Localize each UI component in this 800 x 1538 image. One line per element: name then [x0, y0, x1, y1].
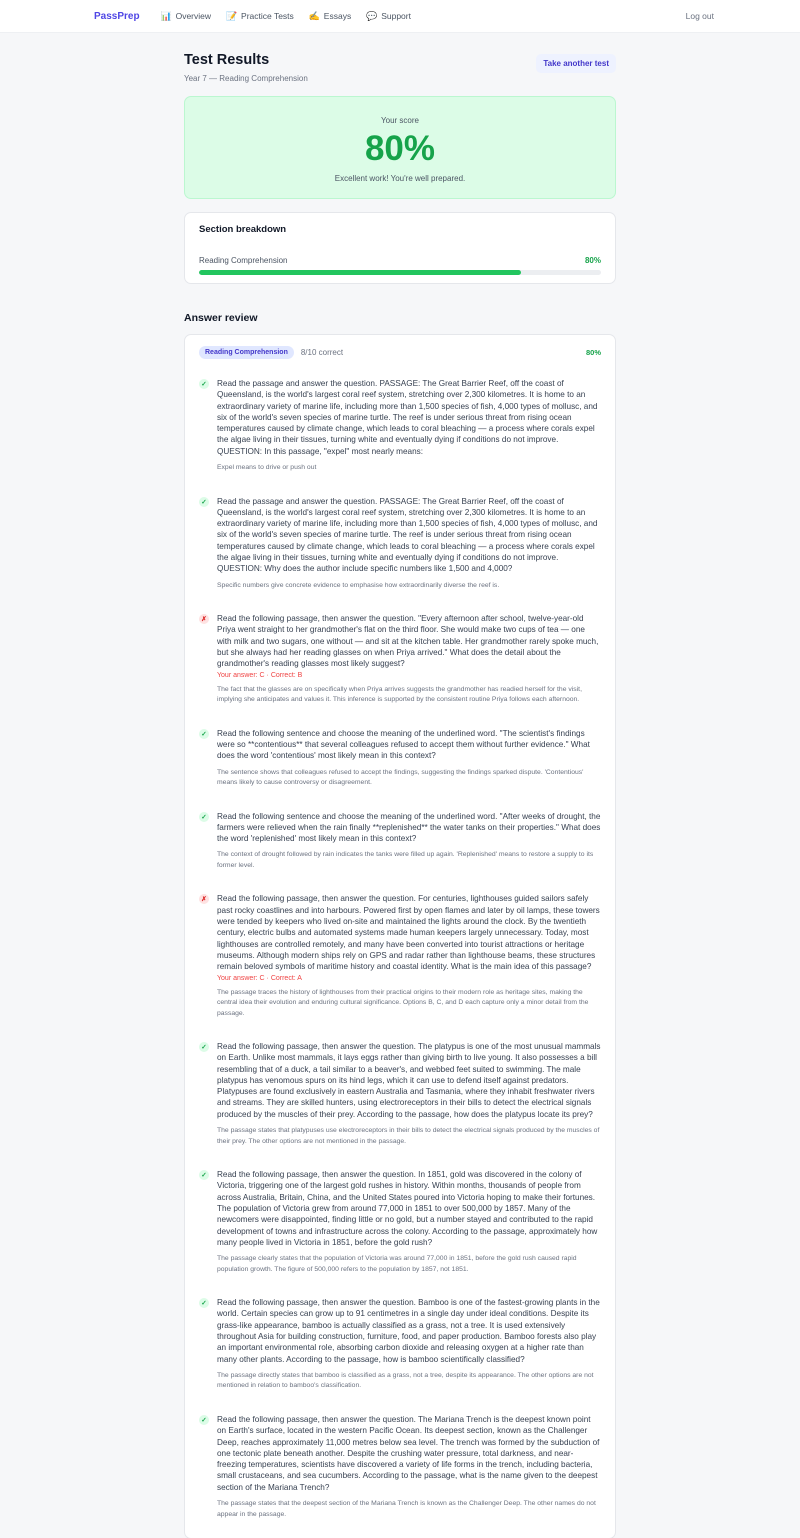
question-text: Read the passage and answer the question. PASSAGE: The Great Barrier Reef, off the coast of Queensland, is the world's largest coral reef system, stretching over 2,300 kilometres. It is home to an extraordinary variety of marine life, including more than 1,500 species of fish, 4,000 types of mollusc, and six of the world's seven species of marine turtle. The reef is under serious threat from rising ocean temperatures caused by climate change, which leads to coral bleaching — a process where corals expel the algae living in their tissues, turning white and eventually dying if conditions do not improve. QUESTION: Why does the author include specific numbers like 1,500 and 4,000? [217, 496, 598, 574]
nav-item-label: Practice Tests [241, 11, 294, 21]
question-text: Read the following passage, then answer the question. "Every afternoon after school, twelve-year-old Priya went straight to her grandmother's flat on the third floor. She would make two cups of tea — one with milk and two sugars, one without — and sit at the kitchen table. Her grandmother rarely spoke much, but she always had her reading glasses on when Priya arrived." What does the detail about the grandmother's reading glasses most likely suggest? [217, 614, 599, 669]
breakdown-section-name: Reading Comprehension [199, 256, 288, 265]
check-icon: ✓ [199, 379, 209, 389]
nav-item-label: Essays [323, 11, 352, 21]
explanation-text: Specific numbers give concrete evidence to emphasise how extraordinarily diverse the reef is. [217, 581, 500, 589]
main-content [184, 33, 616, 1538]
question-body [217, 728, 601, 789]
writing-hand-icon: ✍️ [308, 10, 321, 21]
check-icon: ✓ [199, 729, 209, 739]
nav-item-practice-tests[interactable] [226, 11, 294, 22]
question-list [199, 378, 601, 1524]
speech-bubble-icon: 💬 [366, 10, 378, 21]
correct-count: 8/10 correct [300, 347, 344, 357]
nav-item-label: Support [381, 11, 411, 21]
question-body [217, 1414, 601, 1520]
question-text: Read the following passage, then answer the question. The platypus is one of the most unusual mammals on Earth. Unlike most mammals, it lays eggs rather than giving birth to live young. It also possesses a bill resembling that of a duck, a tail similar to a beaver's, and webbed feet suited to swimming. The male platypus has venomous spurs on its hind legs, which it can use to defend itself against predators. Platypuses are found exclusively in eastern Australia and Tasmania, where they inhabit freshwater rivers and streams. They are skilled hunters, using electroreceptors in their bills to detect the electrical signals produced by the muscles of their prey. According to the passage, how does the platypus locate its prey? [217, 1042, 601, 1119]
question-text: Read the following passage, then answer the question. In 1851, gold was discovered in the colony of Victoria, triggering one of the largest gold rushes in history. Within months, thousands of people from across Australia, Britain, China, and the United States poured into Victoria hoping to make their fortunes. The population of Victoria grew from around 77,000 in 1851 to over 500,000 by 1857. Many of the newcomers were disappointed, finding little or no gold, but a number stayed and contributed to the rapid development of towns and infrastructure across the colony. According to the passage, approximately how many people lived in Victoria in 1851, before the gold rush? [217, 1170, 598, 1247]
question-item [199, 613, 601, 709]
score-value: 80% [364, 129, 436, 168]
question-item [199, 1414, 601, 1524]
question-item [199, 728, 601, 793]
question-item [199, 893, 601, 1023]
question-body [217, 496, 601, 592]
question-item [199, 1169, 601, 1279]
nav-item-overview[interactable] [161, 11, 211, 22]
progress-bar-fill [199, 270, 521, 275]
answer-feedback: Your answer: C · Correct: A [217, 974, 302, 982]
check-icon: ✓ [199, 812, 209, 822]
answer-review-title: Answer review [184, 312, 258, 324]
explanation-text: The context of drought followed by rain indicates the tanks were filled up again. 'Replenished' means to restore a supply to its former level. [217, 851, 594, 869]
cross-icon: ✗ [199, 614, 209, 624]
answer-review-card [184, 334, 616, 1538]
explanation-text: The passage directly states that bamboo is classified as a grass, not a tree, despite its appearance. The other options are not mentioned in relation to bamboo's classification. [217, 1371, 594, 1390]
question-text: Read the following passage, then answer the question. The Mariana Trench is the deepest known point on Earth's surface, located in the western Pacific Ocean. Its deepest section, known as the Challenger Deep, reaches approximately 11,000 metres below sea level. The trench was formed by the subduction of one tectonic plate beneath another. Despite the crushing water pressure, total darkness, and near-freezing temperatures, scientists have discovered a variety of life forms in the trench, including bacteria, small crustaceans, and sea cucumbers. According to the passage, what is the name given to the deepest section of the Mariana Trench? [217, 1414, 600, 1492]
logout-link[interactable]: Log out [685, 11, 714, 21]
breakdown-row [199, 256, 601, 265]
explanation-text: The passage states that platypuses use electroreceptors in their bills to detect the electrical signals produced by the muscles of their prey. The other options are not mentioned in the passage. [217, 1127, 600, 1145]
question-text: Read the following passage, then answer the question. For centuries, lighthouses guided sailors safely past rocky coastlines and into harbours. Powered first by open flames and later by oil lamps, these towers were tended by keepers who lived on-site and maintained the lights around the clock. By the twentieth century, electric bulbs and automated systems made human keepers largely unnecessary. Today, most lighthouses are controlled remotely, and many have been converted into tourist attractions or heritage museums. Although modern ships rely on GPS and radar rather than lighthouse beams, these structures remain beloved symbols of maritime history and coastal identity. What is the main idea of this passage? [217, 894, 600, 972]
question-item [199, 496, 601, 596]
check-icon: ✓ [199, 1298, 209, 1308]
question-body [217, 1041, 601, 1147]
section-breakdown-title: Section breakdown [199, 224, 287, 235]
page-title: Test Results [184, 52, 270, 68]
score-label: Your score [381, 116, 419, 125]
question-item [199, 811, 601, 876]
review-percent: 80% [585, 347, 601, 357]
score-card [184, 96, 616, 199]
question-body [217, 893, 601, 1019]
section-chip: Reading Comprehension [199, 346, 294, 359]
question-body [217, 1169, 601, 1275]
chart-icon: 📊 [160, 10, 172, 21]
check-icon: ✓ [199, 1042, 209, 1052]
cross-icon: ✗ [199, 894, 209, 904]
explanation-text: The fact that the glasses are on specifically when Priya arrives suggests the grandmother has readied herself for the visit, implying she anticipates and values it. This inference is supported by the consistent routine Priya follows each afternoon. [217, 685, 582, 704]
question-item [199, 378, 601, 478]
explanation-text: The passage traces the history of lighthouses from their practical origins to their modern role as heritage sites, making the central idea their evolution and enduring cultural significance. Options B, C, and D each capture only a minor detail from the passage. [217, 988, 589, 1017]
explanation-text: Expel means to drive or push out [217, 464, 317, 472]
check-icon: ✓ [199, 1415, 209, 1425]
header-text [184, 52, 308, 83]
nav-item-label: Overview [175, 11, 212, 21]
breakdown-section-percent: 80% [584, 256, 601, 265]
check-icon: ✓ [199, 497, 209, 507]
top-nav [0, 0, 800, 33]
brand-logo[interactable]: PassPrep [94, 10, 140, 22]
question-body [217, 378, 601, 474]
notepad-icon: 📝 [226, 10, 238, 21]
question-body [217, 613, 601, 705]
explanation-text: The sentence shows that colleagues refused to accept the findings, suggesting the findings sparked dispute. 'Contentious' means likely to cause controversy or disagreement. [217, 768, 584, 787]
nav-item-essays[interactable] [309, 11, 351, 22]
score-message: Excellent work! You're well prepared. [334, 174, 466, 183]
question-item [199, 1297, 601, 1396]
question-body [217, 811, 601, 872]
answer-feedback: Your answer: C · Correct: B [217, 671, 303, 679]
question-text: Read the following passage, then answer the question. Bamboo is one of the fastest-growing plants in the world. Certain species can grow up to 91 centimetres in a single day under ideal conditions. Despite its grass-like appearance, bamboo is actually classified as a grass, not a tree. It is used extensively throughout Asia for building construction, furniture, food, and paper production. Bamboo forests also play an important environmental role, absorbing carbon dioxide and releasing oxygen at a higher rate than many other plants. According to the passage, how is bamboo scientifically classified? [217, 1298, 600, 1364]
take-another-test-button[interactable]: Take another test [536, 54, 616, 73]
question-text: Read the following sentence and choose the meaning of the underlined word. "After weeks of drought, the farmers were relieved when the rain finally **replenished** the water tanks on their properties." What does the word 'replenished' most likely mean in this context? [217, 811, 601, 844]
page-subtitle: Year 7 — Reading Comprehension [184, 74, 308, 84]
check-icon: ✓ [199, 1170, 209, 1180]
question-text: Read the passage and answer the question. PASSAGE: The Great Barrier Reef, off the coast of Queensland, is the world's largest coral reef system, stretching over 2,300 kilometres. It is home to an extraordinary variety of marine life, including more than 1,500 species of fish, 4,000 types of mollusc, and six of the world's seven species of marine turtle. The reef is under serious threat from rising ocean temperatures caused by climate change, which leads to coral bleaching — a process where corals expel the algae living in their tissues, turning white and eventually dying if conditions do not improve. QUESTION: In this passage, "expel" most nearly means: [217, 379, 598, 456]
section-breakdown-card [184, 212, 616, 284]
question-item [199, 1041, 601, 1151]
nav-item-support[interactable] [366, 11, 411, 22]
progress-bar [199, 270, 601, 275]
question-body [217, 1297, 601, 1392]
explanation-text: The passage clearly states that the population of Victoria was around 77,000 in 1851, before the gold rush caused rapid population growth. The figure of 500,000 refers to the population by 1857, not 1851. [217, 1255, 577, 1273]
page-header [184, 52, 616, 96]
explanation-text: The passage states that the deepest section of the Mariana Trench is known as the Challenger Deep. The other names do not appear in the passage. [217, 1500, 596, 1518]
review-header [199, 345, 601, 359]
question-text: Read the following sentence and choose the meaning of the underlined word. "The scientist's findings were so **contentious** that several colleagues refused to accept them without further evidence." What does the word 'contentious' most likely mean in this context? [217, 728, 590, 761]
